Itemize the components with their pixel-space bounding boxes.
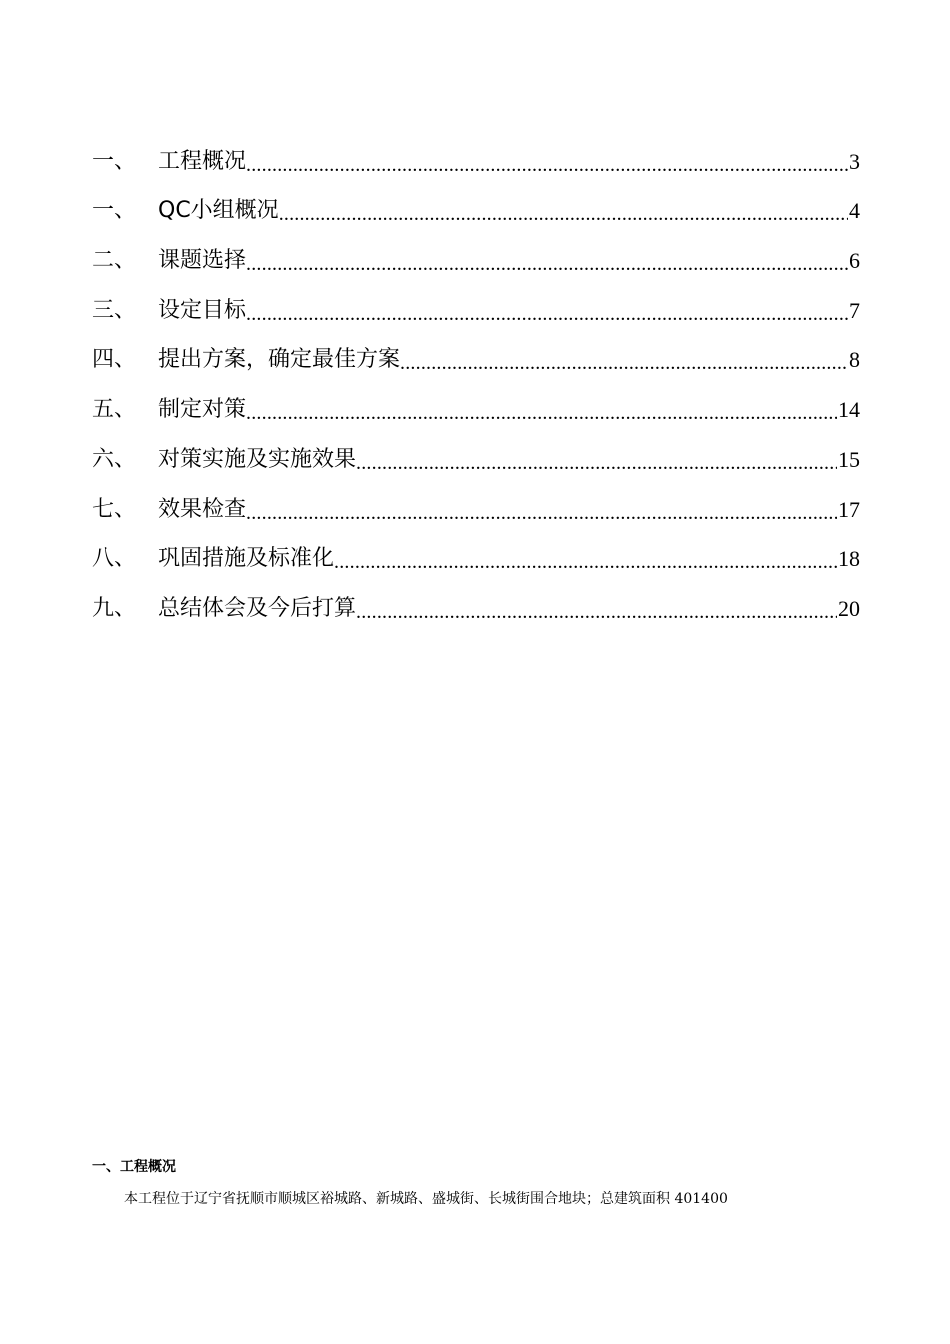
- toc-entry[interactable]: [92, 529, 860, 579]
- toc-entry-title: 对策实施及实施效果: [158, 446, 357, 472]
- toc-entry-number: 一、: [92, 198, 137, 224]
- toc-entry[interactable]: [92, 479, 860, 529]
- toc-entry-page: 4: [849, 198, 860, 224]
- toc-entry-page: 20: [838, 595, 860, 621]
- toc-entry[interactable]: [92, 181, 860, 231]
- toc-dot-leader: [356, 441, 837, 479]
- toc-entry[interactable]: [92, 330, 860, 380]
- toc-entry-number: 一、: [92, 148, 137, 174]
- toc-entry-page: 6: [849, 248, 860, 274]
- toc-entry-page: 18: [838, 546, 860, 572]
- toc-entry[interactable]: [92, 230, 860, 280]
- toc-entry-number: 三、: [92, 297, 137, 323]
- toc-entry-title: 课题选择: [158, 248, 247, 274]
- toc-entry-page: 7: [849, 297, 860, 323]
- toc-dot-leader: [334, 540, 837, 578]
- toc-entry-title: QC小组概况: [158, 198, 279, 224]
- toc-entry[interactable]: [92, 379, 860, 429]
- toc-entry-number: 四、: [92, 347, 137, 373]
- table-of-contents: [92, 131, 860, 628]
- toc-entry[interactable]: [92, 429, 860, 479]
- section-heading: 一、工程概况: [92, 1159, 176, 1175]
- toc-entry-number: 七、: [92, 496, 137, 522]
- toc-entry-title: 总结体会及今后打算: [158, 595, 357, 621]
- section-paragraph: 本工程位于辽宁省抚顺市顺城区裕城路、新城路、盛城街、长城街围合地块；总建筑面积 401400: [124, 1191, 728, 1207]
- toc-entry-page: 3: [849, 148, 860, 174]
- toc-entry-number: 九、: [92, 595, 137, 621]
- toc-dot-leader: [400, 341, 848, 379]
- toc-entry-title: 工程概况: [158, 148, 247, 174]
- toc-entry-number: 二、: [92, 248, 137, 274]
- toc-dot-leader: [356, 590, 837, 628]
- toc-dot-leader: [246, 491, 837, 529]
- toc-entry[interactable]: [92, 578, 860, 628]
- toc-dot-leader: [246, 143, 848, 181]
- toc-entry-page: 14: [838, 397, 860, 423]
- project-overview-section: [92, 1155, 860, 1211]
- toc-entry-title: 提出方案，确定最佳方案: [158, 347, 401, 373]
- toc-dot-leader: [246, 391, 837, 429]
- toc-entry-title: 巩固措施及标准化: [158, 546, 335, 572]
- toc-entry[interactable]: [92, 280, 860, 330]
- toc-entry-page: 8: [849, 347, 860, 373]
- toc-entry-page: 15: [838, 446, 860, 472]
- toc-entry-page: 17: [838, 496, 860, 522]
- toc-entry-title: 制定对策: [158, 397, 247, 423]
- toc-entry-number: 八、: [92, 546, 137, 572]
- toc-dot-leader: [246, 292, 848, 330]
- toc-dot-leader: [279, 192, 848, 230]
- toc-dot-leader: [246, 242, 848, 280]
- toc-entry-number: 六、: [92, 446, 137, 472]
- toc-entry-title: 效果检查: [158, 496, 247, 522]
- toc-entry[interactable]: [92, 131, 860, 181]
- toc-entry-number: 五、: [92, 397, 137, 423]
- toc-entry-title: 设定目标: [158, 297, 247, 323]
